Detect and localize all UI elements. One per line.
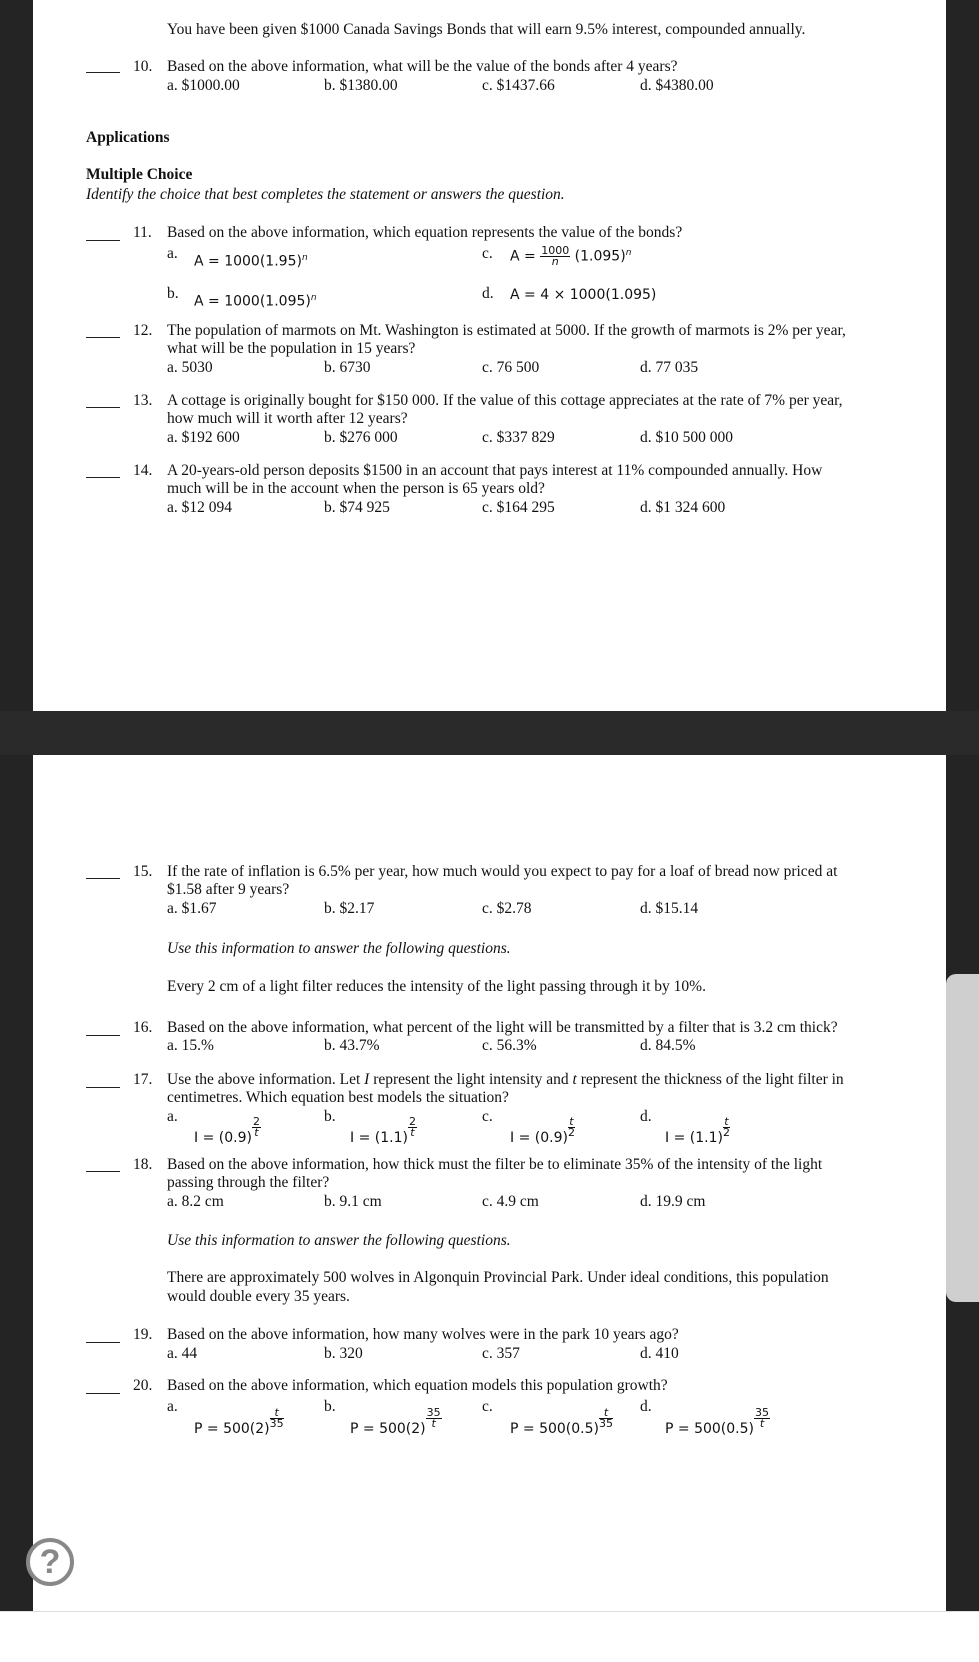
- q18-choice-b: b. 9.1 cm: [324, 1193, 382, 1210]
- q16-choice-b: b. 43.7%: [324, 1037, 380, 1054]
- question-number-14: 14.: [133, 462, 153, 479]
- q12-choice-b: b. 6730: [324, 359, 371, 376]
- section-heading-applications: Applications: [86, 129, 170, 146]
- section-heading-mc: Multiple Choice: [86, 166, 193, 183]
- q12-choice-d: d. 77 035: [640, 359, 699, 376]
- use-info-2: Use this information to answer the following questions.: [167, 1232, 511, 1249]
- q13-choice-a: a. $192 600: [167, 429, 240, 446]
- q13-choice-d: d. $10 500 000: [640, 429, 733, 446]
- question-16-text: Based on the above information, what percent of the light will be transmitted by a filter that is 3.2 cm thick?: [167, 1019, 838, 1036]
- q11-choice-c: A = $\frac{1000}{n}$ $(1.095)^n$: [510, 244, 632, 269]
- question-13-line1: A cottage is originally bought for $150 000. If the value of this cottage appreciates at the rate of 7% per year,: [167, 392, 843, 409]
- q12-choice-c: c. 76 500: [482, 359, 540, 376]
- q15-choice-b: b. $2.17: [324, 900, 375, 917]
- q19-choice-b: b. 320: [324, 1345, 363, 1362]
- q11-choice-d-label: d.: [482, 285, 494, 302]
- q16-choice-a: a. 15.%: [167, 1037, 214, 1054]
- q18-choice-c: c. 4.9 cm: [482, 1193, 539, 1210]
- q11-choice-b-label: b.: [167, 285, 179, 302]
- question-number-20: 20.: [133, 1377, 153, 1394]
- viewer-right-margin: [946, 0, 979, 1611]
- q20-choice-c-label: c.: [482, 1398, 493, 1415]
- q17-choice-a-label: a.: [167, 1108, 178, 1125]
- answer-blank-14[interactable]: [86, 477, 120, 478]
- q17-choice-a: I = (0.9) $\frac{2}{t}$: [194, 1115, 260, 1146]
- question-15-line1: If the rate of inflation is 6.5% per year, how much would you expect to pay for a loaf of bread now priced at: [167, 863, 838, 880]
- question-18-line1: Based on the above information, how thick must the filter be to eliminate 35% of the intensity of the light: [167, 1156, 823, 1173]
- answer-blank-18[interactable]: [86, 1171, 120, 1172]
- q20-choice-a-label: a.: [167, 1398, 178, 1415]
- bottom-toolbar: [0, 1611, 979, 1662]
- question-14-line2: much will be in the account when the person is 65 years old?: [167, 480, 545, 497]
- q12-choice-a: a. 5030: [167, 359, 213, 376]
- q20-choice-a: P = 500(2) $\frac{t}{35}$: [194, 1406, 284, 1437]
- q17-choice-d-label: d.: [640, 1108, 652, 1125]
- question-17-line2: centimetres. Which equation best models the situation?: [167, 1089, 509, 1106]
- q18-choice-a: a. 8.2 cm: [167, 1193, 224, 1210]
- question-12-line2: what will be the population in 15 years?: [167, 340, 416, 357]
- question-number-10: 10.: [133, 58, 153, 75]
- question-number-13: 13.: [133, 392, 153, 409]
- q18-choice-d: d. 19.9 cm: [640, 1193, 706, 1210]
- question-number-15: 15.: [133, 863, 153, 880]
- answer-blank-17[interactable]: [86, 1087, 120, 1088]
- question-14-line1: A 20-years-old person deposits $1500 in an account that pays interest at 11% compounded annually. How: [167, 462, 823, 479]
- answer-blank-19[interactable]: [86, 1342, 120, 1343]
- question-19-text: Based on the above information, how many wolves were in the park 10 years ago?: [167, 1326, 679, 1343]
- wolves-info-line1: There are approximately 500 wolves in Algonquin Provincial Park. Under ideal conditions, this population: [167, 1269, 829, 1286]
- q11-choice-a: $A = 1000(1.95)^n$: [194, 253, 308, 270]
- q20-choice-d: P = 500(0.5) $\frac{35}{t}$: [665, 1406, 769, 1437]
- wolves-info-line2: would double every 35 years.: [167, 1288, 350, 1305]
- q17-choice-c-label: c.: [482, 1108, 493, 1125]
- question-17-line1: Use the above information. Let I represent the light intensity and t represent the thickness of the light filter in: [167, 1071, 844, 1088]
- q17-choice-b-label: b.: [324, 1108, 336, 1125]
- q11-choice-d: A = 4 × 1000(1.095): [510, 287, 657, 303]
- viewer-left-margin: [0, 0, 33, 1611]
- question-10-text: Based on the above information, what will be the value of the bonds after 4 years?: [167, 58, 678, 75]
- q20-choice-b: P = 500(2) $\frac{35}{t}$: [350, 1406, 441, 1437]
- question-20-text: Based on the above information, which equation models this population growth?: [167, 1377, 668, 1394]
- mc-instructions: Identify the choice that best completes the statement or answers the question.: [86, 186, 565, 203]
- light-filter-info: Every 2 cm of a light filter reduces the intensity of the light passing through it by 10%.: [167, 978, 706, 995]
- help-icon[interactable]: ?: [26, 1538, 74, 1586]
- q14-choice-c: c. $164 295: [482, 499, 555, 516]
- question-number-19: 19.: [133, 1326, 153, 1343]
- q19-choice-c: c. 357: [482, 1345, 520, 1362]
- question-18-line2: passing through the filter?: [167, 1174, 330, 1191]
- intro-bonds: You have been given $1000 Canada Savings Bonds that will earn 9.5% interest, compounded annually.: [167, 21, 806, 38]
- answer-blank-11[interactable]: [86, 240, 120, 241]
- question-13-line2: how much will it worth after 12 years?: [167, 410, 408, 427]
- question-number-16: 16.: [133, 1019, 153, 1036]
- question-15-line2: $1.58 after 9 years?: [167, 881, 290, 898]
- answer-blank-15[interactable]: [86, 878, 120, 879]
- answer-blank-12[interactable]: [86, 337, 120, 338]
- q17-choice-c: I = (0.9) $\frac{t}{2}$: [510, 1115, 575, 1146]
- question-number-17: 17.: [133, 1071, 153, 1088]
- scrollbar-thumb[interactable]: [946, 974, 979, 1302]
- q14-choice-b: b. $74 925: [324, 499, 390, 516]
- q10-choice-c: c. $1437.66: [482, 77, 555, 94]
- answer-blank-20[interactable]: [86, 1393, 120, 1394]
- q17-choice-d: I = (1.1) $\frac{t}{2}$: [665, 1115, 730, 1146]
- q15-choice-a: a. $1.67: [167, 900, 217, 917]
- question-number-18: 18.: [133, 1156, 153, 1173]
- document-page-2: [33, 755, 946, 1611]
- q10-choice-d: d. $4380.00: [640, 77, 714, 94]
- q15-choice-d: d. $15.14: [640, 900, 699, 917]
- question-11-text: Based on the above information, which equation represents the value of the bonds?: [167, 224, 683, 241]
- q14-choice-a: a. $12 094: [167, 499, 233, 516]
- q19-choice-d: d. 410: [640, 1345, 679, 1362]
- answer-blank-10[interactable]: [86, 72, 120, 73]
- question-number-11: 11.: [133, 224, 152, 241]
- answer-blank-16[interactable]: [86, 1035, 120, 1036]
- q20-choice-d-label: d.: [640, 1398, 652, 1415]
- question-number-12: 12.: [133, 322, 153, 339]
- q10-choice-a: a. $1000.00: [167, 77, 240, 94]
- q10-choice-b: b. $1380.00: [324, 77, 398, 94]
- use-info-1: Use this information to answer the following questions.: [167, 940, 511, 957]
- document-page-1: [33, 0, 946, 711]
- q11-choice-b: $A = 1000(1.095)^n$: [194, 293, 317, 310]
- q15-choice-c: c. $2.78: [482, 900, 532, 917]
- q19-choice-a: a. 44: [167, 1345, 198, 1362]
- q20-choice-c: P = 500(0.5) $\frac{t}{35}$: [510, 1406, 613, 1437]
- q16-choice-c: c. 56.3%: [482, 1037, 537, 1054]
- q13-choice-c: c. $337 829: [482, 429, 555, 446]
- answer-blank-13[interactable]: [86, 407, 120, 408]
- question-12-line1: The population of marmots on Mt. Washington is estimated at 5000. If the growth of marmots is 2% per year,: [167, 322, 846, 339]
- q11-choice-a-label: a.: [167, 245, 178, 262]
- page-separator: [0, 711, 979, 755]
- q17-choice-b: I = (1.1) $\frac{2}{t}$: [350, 1115, 416, 1146]
- q13-choice-b: b. $276 000: [324, 429, 398, 446]
- q11-choice-c-label: c.: [482, 245, 493, 262]
- q20-choice-b-label: b.: [324, 1398, 336, 1415]
- q16-choice-d: d. 84.5%: [640, 1037, 696, 1054]
- q14-choice-d: d. $1 324 600: [640, 499, 726, 516]
